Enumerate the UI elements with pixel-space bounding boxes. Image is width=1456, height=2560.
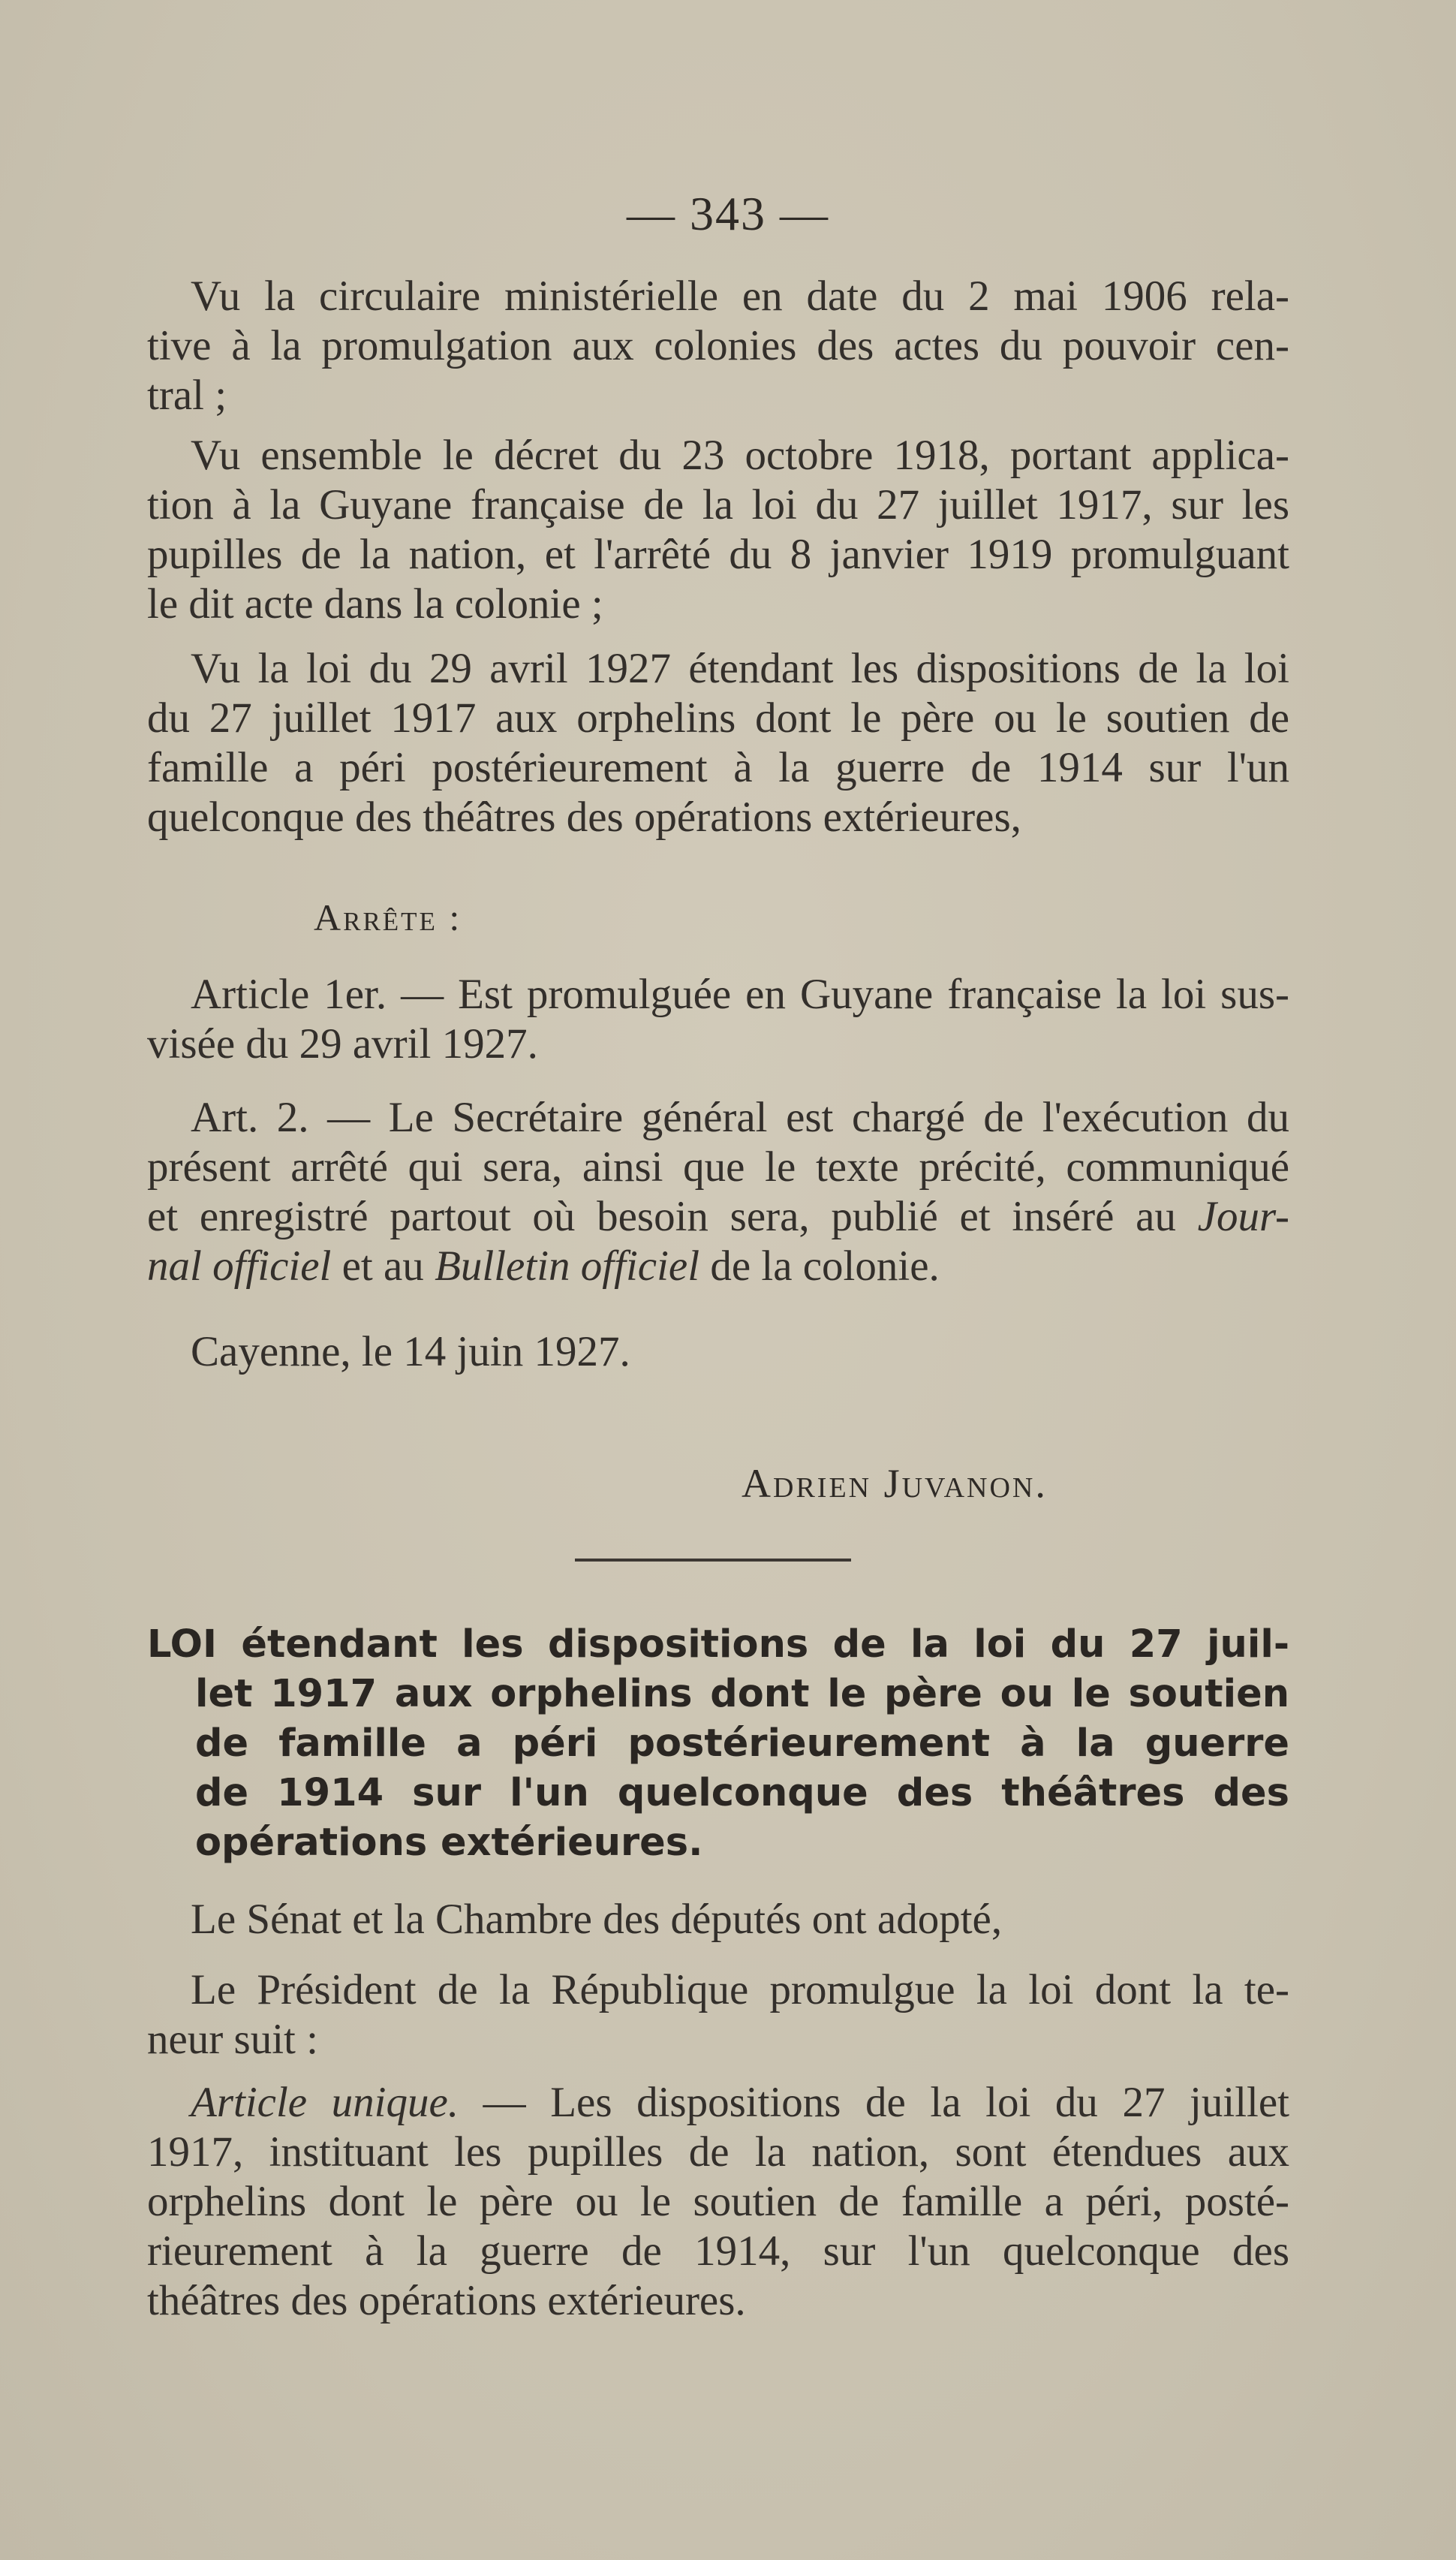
text-line: Cayenne, le 14 juin 1927.	[191, 1328, 630, 1375]
text-line: Art. 2. — Le Secrétaire général est chargé de l'exécution du	[191, 1094, 1289, 1141]
text-line: tral ;	[147, 372, 227, 419]
text-line: Vu la loi du 29 avril 1927 étendant les dispositions de la loi	[191, 645, 1289, 692]
italic-segment: Article unique.	[191, 2079, 459, 2126]
heading-line: de 1914 sur l'un quelconque des théâtres des	[195, 1771, 1289, 1815]
text-line: 1917, instituant les pupilles de la nation, sont étendues aux	[147, 2128, 1289, 2176]
heading-line: LOI étendant les dispositions de la loi du 27 juil-	[147, 1622, 1289, 1667]
text-line	[147, 1242, 1289, 1291]
text-line: présent arrêté qui sera, ainsi que le texte précité, communiqué	[147, 1143, 1289, 1191]
arrete-label: Arrête :	[314, 896, 462, 938]
place-date	[147, 1327, 1289, 1377]
text-line: tion à la Guyane française de la loi du 27 juillet 1917, sur les	[147, 481, 1289, 529]
text-segment: et au	[331, 1242, 435, 1290]
text-line: Le Président de la République promulgue la loi dont la te-	[191, 1966, 1289, 2013]
text-line: Vu la circulaire ministérielle en date du 2 mai 1906 rela-	[191, 273, 1289, 320]
text-segment: de la colonie.	[699, 1242, 940, 1290]
heading-line: let 1917 aux orphelins dont le père ou le soutien	[195, 1672, 1289, 1716]
loi-article-unique	[147, 2078, 1289, 2326]
section-divider	[575, 1559, 851, 1562]
text-line: Article 1er. — Est promulguée en Guyane française la loi sus-	[191, 971, 1289, 1018]
italic-segment: Bulletin officiel	[435, 1242, 700, 1290]
signature: Adrien Juvanon.	[742, 1461, 1048, 1506]
text-line: Vu ensemble le décret du 23 octobre 1918, portant applica-	[191, 432, 1289, 479]
text-line: visée du 29 avril 1927.	[147, 1020, 538, 1068]
text-line: tive à la promulgation aux colonies des actes du pouvoir cen-	[147, 322, 1289, 369]
preamble-paragraph-1	[147, 272, 1289, 420]
text-line: du 27 juillet 1917 aux orphelins dont le père ou le soutien de	[147, 694, 1289, 742]
text-segment: et enregistré partout où besoin sera, publié et inséré au	[147, 1193, 1198, 1240]
text-line	[147, 2078, 1289, 2128]
text-line: quelconque des théâtres des opérations extérieures,	[147, 794, 1021, 841]
text-line: théâtres des opérations extérieures.	[147, 2277, 746, 2324]
heading-line: de famille a péri postérieurement à la guerre	[195, 1721, 1289, 1766]
text-line: rieurement à la guerre de 1914, sur l'un quelconque des	[147, 2227, 1289, 2275]
text-line: neur suit :	[147, 2016, 318, 2063]
text-line: orphelins dont le père ou le soutien de famille a péri, posté-	[147, 2178, 1289, 2225]
loi-adopted	[147, 1895, 1289, 1944]
page-number: — 343 —	[627, 187, 829, 240]
article-2	[147, 1093, 1289, 1291]
loi-president	[147, 1965, 1289, 2065]
text-line	[147, 1192, 1289, 1242]
text-line: pupilles de la nation, et l'arrêté du 8 janvier 1919 promulguant	[147, 531, 1289, 578]
heading-line: opérations extérieures.	[195, 1821, 703, 1865]
text-line: famille a péri postérieurement à la guerre de 1914 sur l'un	[147, 744, 1289, 791]
italic-segment: Jour-	[1197, 1193, 1289, 1240]
text-line: le dit acte dans la colonie ;	[147, 580, 603, 628]
loi-heading	[147, 1620, 1289, 1868]
preamble-paragraph-3	[147, 644, 1289, 842]
italic-segment: nal officiel	[147, 1242, 332, 1290]
text-line: Le Sénat et la Chambre des députés ont adopté,	[191, 1896, 1003, 1943]
article-1	[147, 970, 1289, 1069]
text-segment: — Les dispositions de la loi du 27 juillet	[459, 2079, 1290, 2126]
preamble-paragraph-2	[147, 431, 1289, 629]
